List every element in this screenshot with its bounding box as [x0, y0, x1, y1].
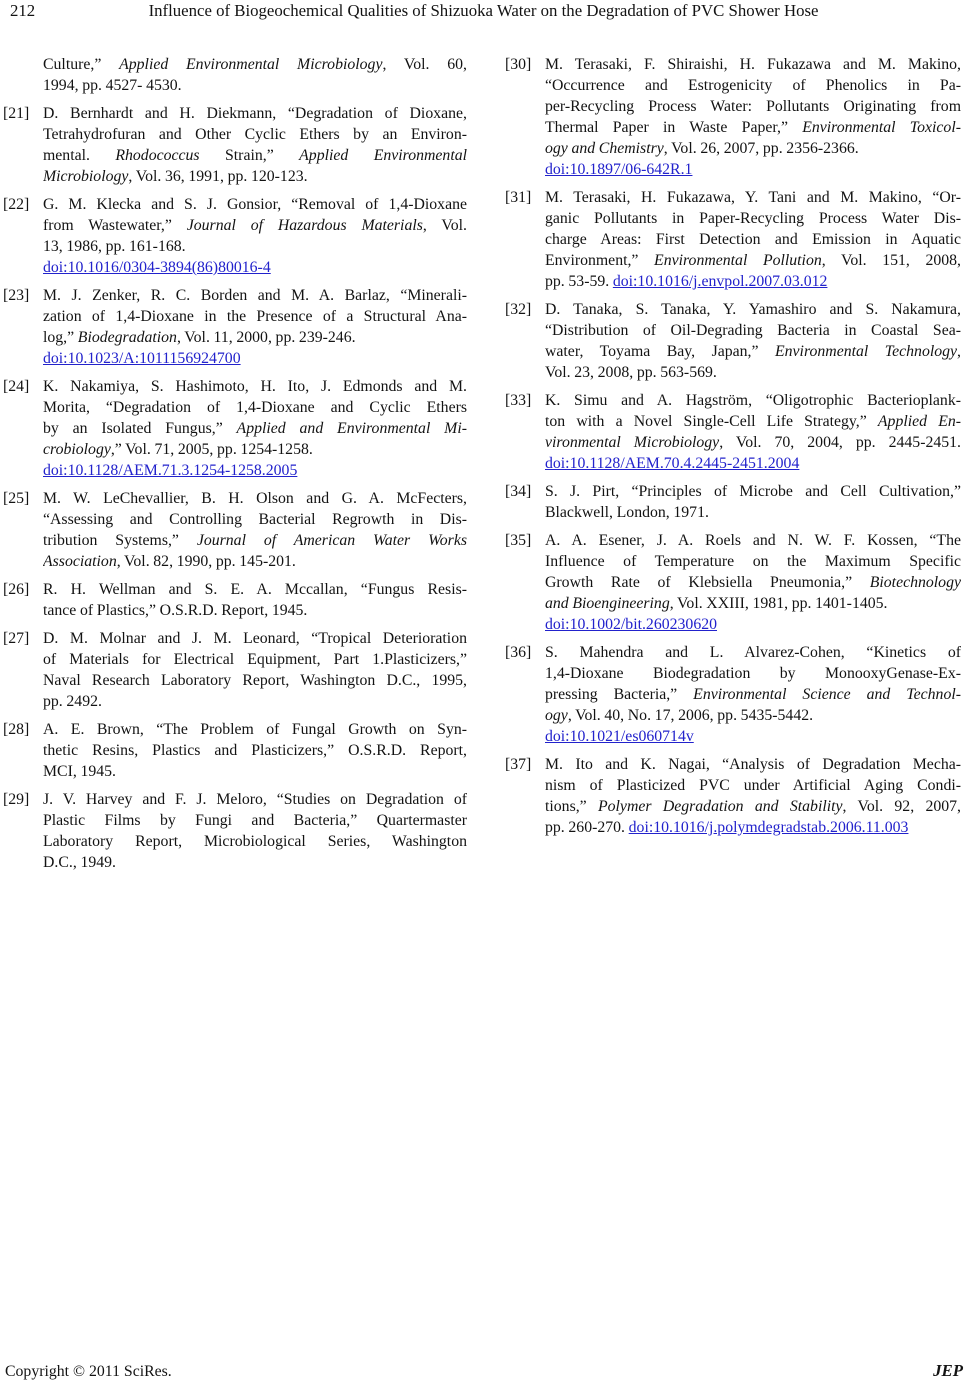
reference-line	[43, 460, 467, 481]
reference-run: , Vol. 92, 2007,	[842, 798, 961, 815]
reference-line	[43, 761, 467, 782]
reference-run: Morita, “Degradation of 1,4-Dioxane and Cyclic Ethers	[43, 399, 467, 416]
reference-run: , Vol. XXIII, 1981, pp. 1401-1405.	[669, 595, 888, 612]
reference-run: Environment,”	[545, 252, 655, 269]
reference-run: 13, 1986, pp. 161-168.	[43, 238, 186, 255]
reference-number: [33]	[505, 392, 532, 409]
reference-run: Plastic Films by Fungi and Bacteria,” Quartermaster	[43, 812, 467, 829]
reference-line	[545, 411, 961, 432]
reference-run: log,”	[43, 329, 78, 346]
journal-name: Biotechnology	[869, 574, 961, 591]
reference-run: , Vol. 26, 2007, pp. 2356-2366.	[663, 140, 859, 157]
reference-run: D. M. Molnar and J. M. Leonard, “Tropical Deterioration	[43, 630, 467, 647]
reference-text	[43, 194, 467, 278]
reference-run: , Vol. 60,	[382, 56, 467, 73]
references-section	[3, 54, 961, 873]
reference-line	[545, 320, 961, 341]
reference-number: [27]	[3, 630, 30, 647]
reference-line	[43, 166, 467, 187]
reference-line	[545, 817, 961, 838]
reference-run: nism of Plasticized PVC under Artificial Aging Condi-	[545, 777, 961, 794]
reference-run: R. H. Wellman and S. E. A. Mccallan, “Fungus Resis-	[43, 581, 467, 598]
references-column-left	[3, 54, 467, 873]
reference-run: pp. 260-270.	[545, 819, 629, 836]
reference-item	[3, 54, 467, 96]
doi-link[interactable]: doi:10.1897/06-642R.1	[545, 161, 693, 178]
reference-item	[505, 54, 961, 180]
reference-run: tribution Systems,”	[43, 532, 197, 549]
footer-copyright: Copyright © 2011 SciRes.	[5, 1363, 172, 1380]
reference-run: D. Bernhardt and H. Diekmann, “Degradation of Dioxane,	[43, 105, 467, 122]
reference-text	[43, 376, 467, 481]
journal-name: ogy and Chemistry	[545, 140, 664, 157]
reference-line	[545, 187, 961, 208]
reference-run: “Distribution of Oil-Degrading Bacteria in Coastal Sea-	[545, 322, 961, 339]
reference-item	[505, 530, 961, 635]
reference-item	[505, 642, 961, 747]
reference-run: A. A. Esener, J. A. Roels and N. W. F. Kossen, “The	[545, 532, 961, 549]
reference-run: pressing Bacteria,”	[545, 686, 694, 703]
reference-run: M. W. LeChevallier, B. H. Olson and G. A. McFecters,	[43, 490, 467, 507]
reference-run: Laboratory Report, Microbiological Series, Washington	[43, 833, 467, 850]
reference-run: “Assessing and Controlling Bacterial Regrowth in Dis-	[43, 511, 467, 528]
reference-run: S. J. Pirt, “Principles of Microbe and Cell Cultivation,”	[545, 483, 961, 500]
reference-run: M. Terasaki, H. Fukazawa, Y. Tani and M. Makino, “Or-	[545, 189, 961, 206]
reference-text	[43, 54, 467, 96]
reference-run: M. Ito and K. Nagai, “Analysis of Degradation Mecha-	[545, 756, 961, 773]
reference-item	[3, 103, 467, 187]
reference-run: , Vol. 11, 2000, pp. 239-246.	[176, 329, 356, 346]
reference-line	[43, 740, 467, 761]
reference-line	[545, 250, 961, 271]
journal-name: Applied Environmental	[299, 147, 467, 164]
reference-run: pp. 2492.	[43, 693, 102, 710]
reference-run: 1994, pp. 4527- 4530.	[43, 77, 182, 94]
reference-run: ,	[957, 343, 961, 360]
reference-line	[545, 775, 961, 796]
journal-name: and Bioengineering	[545, 595, 670, 612]
reference-run: , Vol.	[422, 217, 467, 234]
reference-run: K. Simu and A. Hagström, “Oligotrophic Bacterioplank-	[545, 392, 961, 409]
reference-line	[545, 754, 961, 775]
reference-line	[545, 551, 961, 572]
reference-line	[43, 327, 467, 348]
journal-name: Polymer Degradation and Stability	[598, 798, 843, 815]
doi-link[interactable]: doi:10.1016/0304-3894(86)80016-4	[43, 259, 271, 276]
reference-line	[43, 397, 467, 418]
reference-run: tions,”	[545, 798, 598, 815]
reference-line	[43, 551, 467, 572]
reference-run: D. Tanaka, S. Tanaka, Y. Yamashiro and S. Nakamura,	[545, 301, 961, 318]
reference-number: [23]	[3, 287, 30, 304]
reference-text	[545, 390, 961, 474]
reference-line	[43, 348, 467, 369]
reference-line	[545, 572, 961, 593]
reference-number: [32]	[505, 301, 532, 318]
journal-name: Microbiology	[43, 168, 129, 185]
reference-item	[3, 194, 467, 278]
reference-item	[505, 299, 961, 383]
reference-line	[545, 138, 961, 159]
reference-run: 1,4-Dioxane Biodegradation by MonooxyGenase-Ex-	[545, 665, 961, 682]
reference-text	[43, 488, 467, 572]
reference-number: [35]	[505, 532, 532, 549]
reference-line	[545, 229, 961, 250]
reference-number: [31]	[505, 189, 532, 206]
page-number: 212	[10, 1, 36, 20]
reference-line	[545, 642, 961, 663]
reference-run: from Wastewater,”	[43, 217, 187, 234]
reference-line	[545, 390, 961, 411]
reference-run: mental.	[43, 147, 116, 164]
reference-text	[545, 530, 961, 635]
reference-number: [24]	[3, 378, 30, 395]
reference-number	[3, 54, 43, 96]
reference-item	[3, 579, 467, 621]
page-footer	[5, 1360, 963, 1383]
reference-run: Strain,”	[199, 147, 300, 164]
reference-line	[43, 852, 467, 873]
reference-number: [34]	[505, 483, 532, 500]
reference-run: S. Mahendra and L. Alvarez-Cohen, “Kinetics of	[545, 644, 961, 661]
reference-item	[3, 376, 467, 481]
reference-line	[545, 530, 961, 551]
reference-line	[43, 488, 467, 509]
reference-line	[43, 439, 467, 460]
reference-item	[505, 390, 961, 474]
reference-number: [25]	[3, 490, 30, 507]
reference-run: ton with a Novel Single-Cell Life Strategy,”	[545, 413, 878, 430]
journal-name: crobiology	[43, 441, 111, 458]
reference-line	[43, 418, 467, 439]
reference-run: of Materials for Electrical Equipment, Part 1.Plasticizers,”	[43, 651, 467, 668]
reference-line	[43, 831, 467, 852]
reference-text	[43, 628, 467, 712]
reference-line	[545, 726, 961, 747]
reference-text	[545, 54, 961, 180]
references-column-right	[505, 54, 961, 873]
reference-line	[545, 432, 961, 453]
reference-run: per-Recycling Process Water: Pollutants Originating from	[545, 98, 961, 115]
reference-line	[545, 341, 961, 362]
reference-item	[3, 789, 467, 873]
reference-line	[43, 215, 467, 236]
reference-item	[3, 488, 467, 572]
doi-link[interactable]: doi:10.1016/j.polymdegradstab.2006.11.003	[628, 819, 909, 836]
reference-line	[43, 103, 467, 124]
reference-line	[43, 530, 467, 551]
reference-item	[505, 481, 961, 523]
reference-text	[545, 642, 961, 747]
reference-run: M. Terasaki, F. Shiraishi, H. Fukazawa and M. Makino,	[545, 56, 961, 73]
reference-item	[3, 628, 467, 712]
reference-run: charge Areas: First Detection and Emission in Aquatic	[545, 231, 961, 248]
doi-link[interactable]: doi:10.1002/bit.260230620	[545, 616, 718, 633]
journal-name: Environmental Pollution	[654, 252, 822, 269]
reference-run: Vol. 23, 2008, pp. 563-569.	[545, 364, 717, 381]
reference-line	[545, 663, 961, 684]
reference-text	[545, 187, 961, 292]
reference-line	[43, 579, 467, 600]
reference-item	[505, 187, 961, 292]
journal-name: Association	[43, 553, 117, 570]
journal-name: Environmental Science and Technol-	[693, 686, 961, 703]
journal-name: ogy	[545, 707, 568, 724]
reference-run: , Vol. 151, 2008,	[821, 252, 961, 269]
reference-line	[43, 75, 467, 96]
doi-link[interactable]: doi:10.1021/es060714v	[545, 728, 694, 745]
reference-run: zation of 1,4-Dioxane in the Presence of a Structural Ana-	[43, 308, 467, 325]
reference-run: ,” Vol. 71, 2005, pp. 1254-1258.	[110, 441, 313, 458]
reference-text	[43, 789, 467, 873]
journal-name: Applied En-	[877, 413, 961, 430]
reference-line	[545, 96, 961, 117]
reference-run: , Vol. 36, 1991, pp. 120-123.	[128, 168, 308, 185]
reference-line	[43, 810, 467, 831]
reference-run: ganic Pollutants in Paper-Recycling Process Water Dis-	[545, 210, 961, 227]
reference-line	[43, 600, 467, 621]
reference-line	[545, 796, 961, 817]
reference-run: A. E. Brown, “The Problem of Fungal Growth on Syn-	[43, 721, 467, 738]
reference-run: Influence of Temperature on the Maximum Specific	[545, 553, 961, 570]
reference-line	[43, 719, 467, 740]
reference-run: K. Nakamiya, S. Hashimoto, H. Ito, J. Edmonds and M.	[43, 378, 467, 395]
journal-name: Biodegradation	[77, 329, 177, 346]
reference-number: [22]	[3, 196, 30, 213]
doi-link[interactable]: doi:10.1128/AEM.70.4.2445-2451.2004	[545, 455, 800, 472]
reference-line	[545, 502, 961, 523]
reference-run: Blackwell, London, 1971.	[545, 504, 709, 521]
reference-line	[545, 684, 961, 705]
reference-number: [37]	[505, 756, 532, 773]
journal-abbreviation: JEP	[933, 1361, 963, 1380]
reference-number: [30]	[505, 56, 532, 73]
reference-text	[43, 719, 467, 782]
reference-text	[43, 103, 467, 187]
journal-name: Journal of American Water Works	[196, 532, 467, 549]
journal-name: Applied Environmental Microbiology	[119, 56, 383, 73]
journal-name: Journal of Hazardous Materials	[186, 217, 423, 234]
reference-line	[43, 306, 467, 327]
reference-line	[545, 705, 961, 726]
reference-run: , Vol. 82, 1990, pp. 145-201.	[116, 553, 296, 570]
doi-link[interactable]: doi:10.1128/AEM.71.3.1254-1258.2005	[43, 462, 298, 479]
reference-line	[545, 481, 961, 502]
reference-run: M. J. Zenker, R. C. Borden and M. A. Barlaz, “Minerali-	[43, 287, 467, 304]
reference-line	[545, 362, 961, 383]
reference-line	[545, 614, 961, 635]
reference-run: Tetrahydrofuran and Other Cyclic Ethers by an Environ-	[43, 126, 467, 143]
reference-run: G. M. Klecka and S. J. Gonsior, “Removal of 1,4-Dioxane	[43, 196, 467, 213]
reference-run: pp. 53-59.	[545, 273, 613, 290]
page-header	[0, 0, 967, 24]
reference-line	[545, 159, 961, 180]
reference-run: Culture,”	[43, 56, 120, 73]
reference-text	[545, 754, 961, 838]
reference-line	[43, 236, 467, 257]
reference-text	[43, 285, 467, 369]
reference-run: D.C., 1949.	[43, 854, 116, 871]
reference-run: Naval Research Laboratory Report, Washington D.C., 1995,	[43, 672, 467, 689]
journal-name: vironmental Microbiology	[545, 434, 720, 451]
reference-number: [36]	[505, 644, 532, 661]
reference-run: by an Isolated Fungus,”	[43, 420, 237, 437]
reference-run: Growth Rate of Klebsiella Pneumonia,”	[545, 574, 870, 591]
reference-number: [26]	[3, 581, 30, 598]
reference-run: thetic Resins, Plastics and Plasticizers,” O.S.R.D. Report,	[43, 742, 467, 759]
reference-text	[545, 299, 961, 383]
reference-line	[43, 145, 467, 166]
reference-run: , Vol. 40, No. 17, 2006, pp. 5435-5442.	[567, 707, 814, 724]
running-title: Influence of Biogeochemical Qualities of Shizuoka Water on the Degradation of PVC Shower Hose	[148, 1, 819, 20]
reference-line	[545, 208, 961, 229]
reference-line	[43, 628, 467, 649]
reference-run: MCI, 1945.	[43, 763, 116, 780]
reference-line	[43, 54, 467, 75]
reference-number: [29]	[3, 791, 30, 808]
reference-line	[43, 124, 467, 145]
reference-text	[43, 579, 467, 621]
reference-item	[3, 285, 467, 369]
reference-line	[43, 194, 467, 215]
reference-line	[545, 54, 961, 75]
reference-number: [21]	[3, 105, 30, 122]
reference-run: tance of Plastics,” O.S.R.D. Report, 1945.	[43, 602, 308, 619]
reference-line	[43, 789, 467, 810]
journal-name: Environmental Toxicol-	[802, 119, 961, 136]
reference-line	[43, 376, 467, 397]
reference-line	[545, 75, 961, 96]
reference-item	[505, 754, 961, 838]
reference-line	[545, 271, 961, 292]
reference-text	[545, 481, 961, 523]
reference-line	[43, 670, 467, 691]
reference-item	[3, 719, 467, 782]
reference-line	[545, 453, 961, 474]
reference-line	[43, 509, 467, 530]
reference-number: [28]	[3, 721, 30, 738]
reference-run: Thermal Paper in Waste Paper,”	[545, 119, 803, 136]
doi-link[interactable]: doi:10.1023/A:1011156924700	[43, 350, 241, 367]
reference-run: J. V. Harvey and F. J. Meloro, “Studies on Degradation of	[43, 791, 467, 808]
reference-line	[545, 299, 961, 320]
journal-name: Rhodococcus	[115, 147, 200, 164]
reference-line	[545, 593, 961, 614]
reference-line	[43, 285, 467, 306]
reference-run: water, Toyama Bay, Japan,”	[545, 343, 775, 360]
reference-line	[43, 691, 467, 712]
doi-link[interactable]: doi:10.1016/j.envpol.2007.03.012	[612, 273, 828, 290]
reference-run: , Vol. 70, 2004, pp. 2445-2451.	[719, 434, 961, 451]
journal-name: Applied and Environmental Mi-	[236, 420, 467, 437]
reference-line	[43, 649, 467, 670]
reference-line	[43, 257, 467, 278]
journal-name: Environmental Technology	[775, 343, 958, 360]
reference-run: “Occurrence and Estrogenicity of Phenolics in Pa-	[545, 77, 961, 94]
reference-line	[545, 117, 961, 138]
